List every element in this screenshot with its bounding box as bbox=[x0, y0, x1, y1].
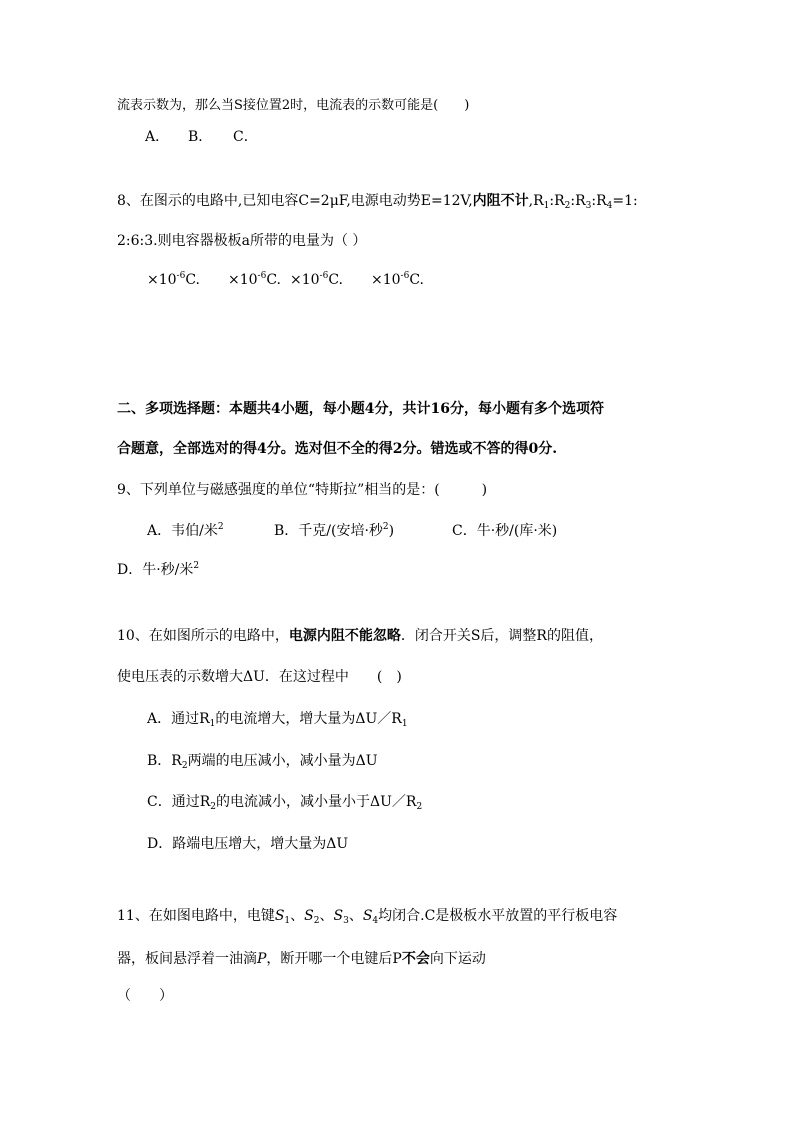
q8-sub-2: 2 bbox=[564, 201, 571, 211]
q10-option-a bbox=[147, 710, 408, 728]
q8-stem-line1 bbox=[117, 192, 638, 210]
q11-s3: S bbox=[333, 908, 344, 924]
q10-option-b bbox=[147, 752, 378, 770]
q9-option-b-text: B．千克/(安培·秒 bbox=[274, 523, 383, 539]
q11-s4: S bbox=[362, 908, 373, 924]
q8-bold-text: 内阻不计 bbox=[472, 193, 529, 209]
q11-text-1: 11、在如图电路中，电键 bbox=[117, 908, 275, 924]
q8-option-1 bbox=[147, 271, 200, 289]
q9-option-d-sup: 2 bbox=[193, 561, 200, 571]
q8-unit-suffix: C. bbox=[185, 272, 200, 288]
q8-unit-exp: -6 bbox=[319, 271, 329, 281]
q8-text-6: =1: bbox=[612, 193, 638, 209]
q8-option-3 bbox=[290, 271, 343, 289]
q7-option-b: B． bbox=[188, 129, 213, 145]
q10-text-1: 10、在如图所示的电路中， bbox=[117, 628, 289, 644]
q11-answer-paren: （ ） bbox=[117, 988, 173, 1004]
q7-continuation: 流表示数为，那么当S接位置2时，电流表的示数可能是( ) bbox=[117, 98, 470, 113]
q11-stem-line1 bbox=[117, 907, 617, 925]
q10-c-sub2: 2 bbox=[416, 802, 423, 812]
q10-a-pre: A．通过R bbox=[147, 711, 210, 727]
q9-stem: 9、下列单位与磁感强度的单位“特斯拉”相当的是：( ) bbox=[117, 482, 488, 498]
q8-unit-exp: -6 bbox=[257, 271, 267, 281]
q8-unit-exp: -6 bbox=[176, 271, 186, 281]
q11-line2-mid: ，断开哪一个电键后P bbox=[266, 951, 402, 967]
q9-option-b-tail: ) bbox=[388, 523, 395, 539]
q10-c-mid: 的电流减小，减小量小于ΔU／R bbox=[216, 794, 417, 810]
q10-stem-line2: 使电压表的示数增大ΔU．在这过程中 ( ) bbox=[117, 669, 402, 685]
q10-a-sub: 1 bbox=[209, 719, 216, 729]
q8-unit-suffix: C. bbox=[266, 272, 281, 288]
q7-option-c: C． bbox=[233, 129, 258, 145]
q8-unit-prefix: ×10 bbox=[290, 272, 320, 288]
q9-option-c: C．牛·秒/(库·米) bbox=[452, 523, 558, 539]
q11-bold-text: 不会 bbox=[401, 951, 430, 967]
q9-option-b bbox=[274, 522, 394, 540]
q10-option-c bbox=[147, 793, 422, 811]
q8-option-2 bbox=[228, 271, 281, 289]
q10-b-pre: B．R bbox=[147, 753, 182, 769]
q11-text-2: 均闭合.C是极板水平放置的平行板电容 bbox=[378, 908, 618, 924]
q10-option-d: D．路端电压增大，增大量为ΔU bbox=[147, 836, 349, 852]
q11-s2-sub: 2 bbox=[313, 916, 320, 926]
q8-unit-suffix: C. bbox=[409, 272, 424, 288]
q8-text-4: :R bbox=[570, 193, 586, 209]
q10-a-sub2: 1 bbox=[401, 719, 408, 729]
q10-c-sub: 2 bbox=[210, 802, 216, 812]
q11-s2: S bbox=[304, 908, 314, 924]
q11-p-italic: P bbox=[257, 951, 267, 967]
q9-option-a-sup: 2 bbox=[217, 522, 224, 532]
q8-text-3: :R bbox=[549, 193, 565, 209]
q11-s1: S bbox=[274, 908, 285, 924]
q8-sub-3: 3 bbox=[585, 201, 592, 211]
q8-option-4 bbox=[371, 271, 424, 289]
q9-option-a bbox=[147, 522, 224, 540]
q8-text-5: :R bbox=[591, 193, 607, 209]
q8-unit-prefix: ×10 bbox=[147, 272, 177, 288]
q11-s4-sub: 4 bbox=[372, 916, 379, 926]
q9-option-a-text: A．韦伯/米 bbox=[147, 523, 218, 539]
q9-option-d bbox=[117, 561, 199, 579]
q11-sep-2: 、 bbox=[319, 908, 334, 924]
q10-a-mid: 的电流增大，增大量为ΔU／R bbox=[215, 711, 402, 727]
q8-sub-4: 4 bbox=[606, 201, 613, 211]
q10-c-pre: C．通过R bbox=[147, 794, 211, 810]
q9-option-b-sup: 2 bbox=[382, 522, 389, 532]
section2-heading-line1: 二、多项选择题：本题共4小题，每小题4分，共计16分，每小题有多个选项符 bbox=[117, 401, 604, 417]
q10-stem-line1 bbox=[117, 627, 603, 645]
q11-sep-3: 、 bbox=[348, 908, 363, 924]
q8-unit-prefix: ×10 bbox=[228, 272, 258, 288]
q11-line2-pre: 器，板间悬浮着一油滴 bbox=[117, 951, 257, 967]
q8-sub-1: 1 bbox=[543, 201, 550, 211]
q8-text-1: 8、在图示的电路中,已知电容C=2μF,电源电动势E=12V, bbox=[117, 193, 473, 209]
q8-unit-prefix: ×10 bbox=[371, 272, 401, 288]
q11-s1-sub: 1 bbox=[284, 916, 291, 926]
q8-unit-suffix: C. bbox=[328, 272, 343, 288]
q11-line2-post: 向下运动 bbox=[429, 951, 486, 967]
q10-bold-text: 电源内阻不能忽略 bbox=[288, 628, 401, 644]
q7-option-a: A． bbox=[145, 129, 170, 145]
section2-heading-line2: 合题意，全部选对的得4分。选对但不全的得2分。错选或不答的得0分. bbox=[117, 441, 558, 457]
q8-unit-exp: -6 bbox=[400, 271, 410, 281]
q8-stem-line2: 2:6:3.则电容器极板a所带的电量为（ ） bbox=[117, 233, 367, 249]
q9-option-d-text: D．牛·秒/米 bbox=[117, 562, 194, 578]
q11-sep-1: 、 bbox=[290, 908, 305, 924]
q8-text-2: ,R bbox=[528, 193, 544, 209]
q10-text-2: ．闭合开关S后，调整R的阻值， bbox=[400, 628, 603, 644]
q10-b-post: 两端的电压减小，减小量为ΔU bbox=[187, 753, 378, 769]
q11-s3-sub: 3 bbox=[343, 916, 349, 926]
q11-stem-line2 bbox=[117, 950, 486, 968]
q10-b-sub: 2 bbox=[181, 761, 188, 771]
